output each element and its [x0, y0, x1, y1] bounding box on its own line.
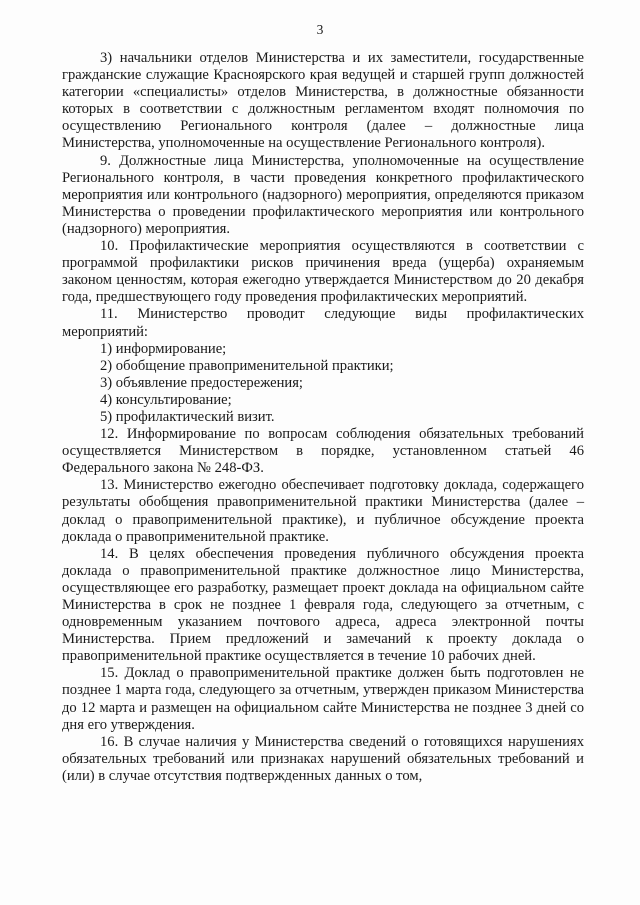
list-item-consulting: 4) консультирование; — [100, 391, 232, 408]
paragraph-13: 13. Министерство ежегодно обеспечивает подготовку доклада, содержащего результаты обобщения правоприменительной практики Министерства (далее – доклад о правоприменительной практике), и публичное обсуждение проекта доклада о правоприменительной практике. — [62, 477, 584, 545]
list-item-generalization: 2) обобщение правоприменительной практики; — [100, 357, 394, 374]
list-item-preventive-visit: 5) профилактический визит. — [100, 408, 275, 425]
page-number: 3 — [316, 22, 324, 37]
document-body — [62, 50, 584, 785]
list-item-warning: 3) объявление предостережения; — [100, 374, 303, 391]
paragraph-10: 10. Профилактические мероприятия осуществляются в соответствии с программой профилактики рисков причинения вреда (ущерба) охраняемым законом ценностям, которая ежегодно утверждается Министерством до 20 декабря года, предшествующего году проведения профилактических мероприятий. — [62, 238, 584, 306]
paragraph-14: 14. В целях обеспечения проведения публичного обсуждения проекта доклада о правоприменительной практике должностное лицо Министерства, осуществляющее его разработку, размещает проект доклада на официальном сайте Министерства в срок не позднее 1 февраля года, следующего за отчетным, с одновременным указанием почтового адреса, адреса электронной почты Министерства. Прием предложений и замечаний к проекту доклада о правоприменительной практике осуществляется в течение 10 рабочих дней. — [62, 545, 584, 665]
paragraph-12: 12. Информирование по вопросам соблюдения обязательных требований осуществляется Министерством в порядке, установленном статьей 46 Федерального закона № 248-ФЗ. — [62, 426, 584, 477]
list-item-informing: 1) информирование; — [100, 340, 227, 357]
paragraph-15: 15. Доклад о правоприменительной практике должен быть подготовлен не позднее 1 марта года, следующего за отчетным, утвержден приказом Министерства до 12 марта и размещен на официальном сайте Министерства не позднее 3 дней со дня его утверждения. — [62, 665, 584, 733]
paragraph-9: 9. Должностные лица Министерства, уполномоченные на осуществление Регионального контроля, в части проведения конкретного профилактического мероприятия или контрольного (надзорного) мероприятия, определяются приказом Министерства о проведении профилактического мероприятия или контрольного (надзорного) мероприятия. — [62, 152, 584, 237]
paragraph-11: 11. Министерство проводит следующие виды профилактических мероприятий: — [62, 306, 584, 340]
paragraph-16: 16. В случае наличия у Министерства сведений о готовящихся нарушениях обязательных требований или признаках нарушений обязательных требований и (или) в случае отсутствия подтвержденных данных о том, — [62, 733, 584, 784]
paragraph-8-3: 3) начальники отделов Министерства и их заместители, государственные гражданские служащие Красноярского края ведущей и старшей групп должностей категории «специалисты» отделов Министерства, в должностные обязанности которых в соответствии с должностным регламентом входят полномочия по осуществлению Регионального контроля (далее – должностные лица Министерства, уполномоченные на осуществление Регионального контроля). — [62, 50, 584, 152]
